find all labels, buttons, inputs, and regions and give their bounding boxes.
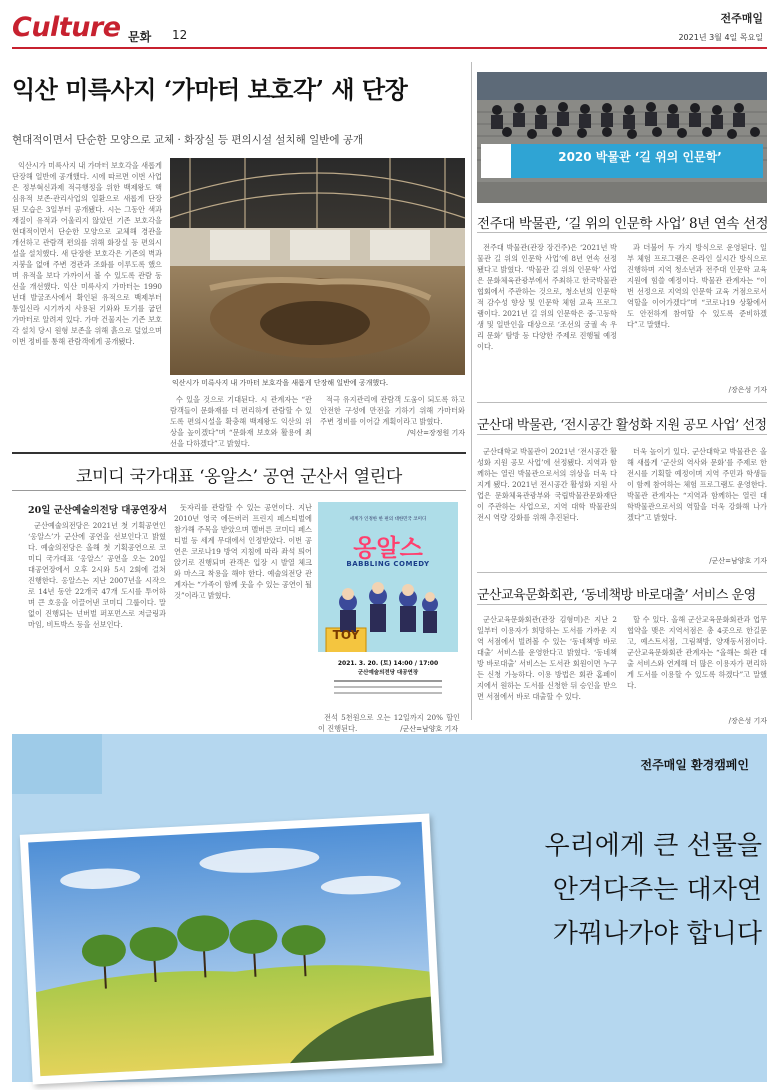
poster-title-en: BABBLING COMEDY xyxy=(346,560,430,568)
poster-venue: 군산예술의전당 대공연장 xyxy=(357,670,419,676)
kiln-photo-illustration xyxy=(170,158,465,375)
story1-subhead: 현대적이면서 단순한 모양으로 교체 · 화장실 등 편의시설 설치해 일반에 공개 xyxy=(12,134,364,146)
ongals-poster xyxy=(318,502,458,709)
story3-byline: /군산=남양호 기자 xyxy=(709,557,767,565)
story1-photo xyxy=(170,158,465,375)
story4-headline-rule xyxy=(12,490,466,491)
column-divider xyxy=(471,62,472,720)
story4-subhead: 20일 군산예술의전당 대공연장서 xyxy=(28,505,168,516)
story2-headline: 전주대 박물관, ‘길 위의 인문학 사업’ 8년 연속 선정 xyxy=(477,216,769,232)
poster-title-ko: 옹알스 xyxy=(353,534,423,562)
poster-tagline: 세계가 인정한 한 편의 대한민국 코미디 xyxy=(349,517,427,522)
story5-body-col2: 할 수 있다. 올해 군산교육문화회관과 업무협약을 맺은 지역서점은 총 4곳으로 한길문고, 예스트서점, 그림책방, 양재동서점이다. 군산교육문화회관 관계자는 “올해는 회관 대출 서비스와 연계해 더 많은 이용자가 편리하게 도서를 이용할 수 있도록 하겠다”고 말했다. xyxy=(627,615,767,690)
section-title-ko: 문화 xyxy=(128,30,152,44)
story4-body-col2: 돗자리를 관람할 수 있는 공연이다. 지난 2010년 영국 에든버러 프린지 페스티벌에 참가해 주목을 받았으며 멜버른 코미디 페스티벌 등 세계 무대에서 인정받았다. 이번 공연은 코로나19 방역 지침에 따라 좌석 띄어 앉기로 진행되며 관객은 입장 시 발열 체크와 마스크 착용을 해야 한다. 예술의전당 관계자는 “가족이 함께 웃을 수 있는 공연이 될 것”이라고 밝혔다. xyxy=(174,503,312,600)
story2-photo xyxy=(477,72,767,203)
ad-slogan-line-2: 안겨다주는 대자연 xyxy=(552,875,762,905)
poster-fineprint xyxy=(334,680,442,700)
story5-body-col1: 군산교육문화회관(관장 김형미)은 지난 2일부터 이용자가 희망하는 도서를 가까운 지역 서점에서 빌려볼 수 있는 ‘동네책방 바로대출’ 서비스를 운영한다고 밝혔다. ‘동네책방 바로대출’ 서비스는 도서관 회원이면 누구든 신청 가능하다. 이용 방법은 회관 홈페이지에서 원하는 도서를 신청한 뒤 승인을 받으면 서점에서 바로 대출할 수 있다. xyxy=(477,615,617,701)
masthead-rule xyxy=(12,47,767,49)
story4-headline: 코미디 국가대표 ‘옹알스’ 공연 군산서 열린다 xyxy=(76,467,402,487)
ad-campaign-title: 전주매일 환경캠페인 xyxy=(640,758,749,772)
story1-body-col1: 익산시가 미륵사지 내 가마터 보호각을 새롭게 단장해 일반에 공개했다. 시에 따르면 이번 사업은 정부혁신과제 적극행정을 위한 백제왕도 핵심유적 보존·관리사업의 일환으로 새롭게 단장된 모습은 3일부터 공개됐다. 시는 그동안 색과 재질이 유적과 어울리지 않았던 기존 보호각을 현대적이면서 단순한 모양으로 교체해 경관을 개선하고 관람객 편의를 위해 화장실 등 편의시설을 설치했다. 새 단장한 보호각은 기존의 벽과 지붕을 없애 주변 경관과 조화를 이루도록 했으며 유적을 보다 가까이서 볼 수 있도록 관람 동선을 개선했다. 익산 미륵사지 가마터는 1990년대 발굴조사에서 확인된 유적으로 백제부터 통일신라 시기까지 사용된 기와와 토기를 굽던 가마터로 알려져 있다. 가마 건물지는 기존 보호각 설치 당시 원형 보존을 위해 흙으로 덮었으며 이번 정비를 통해 관람객에게 공개됐다. xyxy=(12,161,162,346)
group-photo-illustration xyxy=(477,72,767,203)
ad-postcard xyxy=(20,813,443,1084)
poster-toy-label: TOY xyxy=(332,628,360,642)
story3-bottom-rule xyxy=(477,572,767,573)
story5-headline: 군산교육문화회관, ‘동네책방 바로대출’ 서비스 운영 xyxy=(477,588,756,603)
story2-rule xyxy=(477,232,767,233)
story1-body-col3: 적극 유지관리에 관람객 도움이 되도록 하고 안전한 구성에 만전을 기하기 위해 가마터와 주변 정비를 이어갈 계획이라고 밝혔다. xyxy=(320,395,465,426)
story1-headline: 익산 미륵사지 ‘가마터 보호각’ 새 단장 xyxy=(12,75,408,104)
story3-rule xyxy=(477,434,767,435)
story1-byline: /익산=장정원 기자 xyxy=(407,429,465,437)
story3-body-col1: 군산대학교 박물관이 2021년 ‘전시공간 활성화 지원 공모 사업’에 선정됐다. 지역과 함께하는 열린 박물관으로서의 위상을 더욱 다지게 됐다. 2021년 전시공간 활성화 지원 사업은 문화체육관광부와 국립박물관문화재단이 주관하는 사업으로, 지역 대학 박물관의 전시 역량 강화를 위해 추진된다. xyxy=(477,447,617,522)
story3-body-col2: 더욱 높이기 있다. 군산대학교 박물관은 올해 새롭게 ‘군산의 역사와 문화’를 주제로 한 전시를 기획할 예정이며 지역 주민과 학생들이 함께 참여하는 체험 프로그램도 운영한다. 박물관 관계자는 “지역과 함께하는 열린 대학박물관으로서의 역할을 더욱 강화해 나가겠다”고 밝혔다. xyxy=(627,447,767,522)
environment-ad xyxy=(12,734,767,1082)
story2-body-col2: 과 더불어 두 가지 방식으로 운영된다. 일부 체험 프로그램은 온라인 실시간 방식으로 진행하며 지역 청소년과 전주대 인문학 교육 지원에 힘쓸 예정이다. 박물관 관계자는 “이번 선정으로 지역의 인문학 교육 거점으로서 역할을 이어가겠다”며 “코로나19 상황에서도 안전하게 참여할 수 있도록 준비하겠다”고 말했다. xyxy=(627,243,767,329)
story1-body-col2: 수 있을 것으로 기대된다. 시 관계자는 “관람객들이 문화재를 더 편리하게 관람할 수 있도록 편의시설을 확충해 백제왕도 익산의 위상을 높이겠다”며 “문화재 보호와 활용에 최선을 다하겠다”고 밝혔다. xyxy=(170,395,312,448)
section-title-en: Culture xyxy=(12,12,121,43)
poster-date: 2021. 3. 20. (토) 14:00 / 17:00 xyxy=(337,660,439,667)
ad-corner-accent xyxy=(12,734,102,794)
ad-slogan-line-1: 우리에게 큰 선물을 xyxy=(544,831,762,861)
story3-headline: 군산대 박물관, ‘전시공간 활성화 지원 공모 사업’ 선정 xyxy=(477,418,767,433)
story4-body-col1: 군산예술의전당은 2021년 첫 기획공연인 ‘옹알스’가 군산에 공연을 선보인다고 밝혔다. 예술의전당은 올해 첫 기획공연으로 코미디 국가대표 ‘옹알스’ 공연을 오는 20일 대공연장에서 오후 2시와 5시 2회에 걸쳐 진행한다. 옹알스는 지난 2007년을 시작으로 14년 동안 22개국 47개 도시를 투어하며 큰 호응을 이끌어낸 코미디 그룹이다. 말없이 진행되는 넌버벌 퍼포먼스로 저글링과 마임, 비트박스 등을 선보인다. xyxy=(28,521,166,629)
meadow-trees-illustration xyxy=(28,822,434,1076)
ad-slogan xyxy=(512,824,762,956)
masthead xyxy=(12,10,767,48)
story5-byline: /장은성 기자 xyxy=(728,717,767,725)
story2-byline: /장은성 기자 xyxy=(728,386,767,394)
page-number: 12 xyxy=(172,28,188,42)
story4-byline: /군산=남양호 기자 xyxy=(400,725,458,733)
story1-photo-caption: 익산시가 미륵사지 내 가마터 보호각을 새롭게 단장해 일반에 공개했다. xyxy=(172,379,389,387)
story2-body-col1: 전주대 박물관(관장 장건주)은 ‘2021년 박물관 길 위의 인문학 사업’에 8년 연속 선정됐다고 밝혔다. ‘박물관 길 위의 인문학’ 사업은 문화체육관광부에서 주최하고 한국박물관협회에서 주관하는 것으로, 청소년의 인문학적 감수성 향상 및 인문학 체험 교육 프로그램이다. 2021년 길 위의 인문학은 중·고등학생 및 일반인을 대상으로 ‘조선의 궁궐 속 우리 문화’ 탐방 등 다양한 주제로 진행될 예정이다. xyxy=(477,243,617,351)
paper-name: 전주매일 xyxy=(720,12,763,25)
issue-date: 2021년 3월 4일 목요일 xyxy=(678,33,763,42)
story2-bottom-rule xyxy=(477,402,767,403)
story2-photo-banner: 2020 박물관 ‘길 위의 인문학’ xyxy=(558,150,722,164)
story5-rule xyxy=(477,604,767,605)
story4-body-col3: 전석 5천원으로 오는 12일까지 20% 할인이 진행된다. xyxy=(318,713,460,733)
ad-slogan-line-3: 가꿔나가야 합니다 xyxy=(552,919,762,949)
